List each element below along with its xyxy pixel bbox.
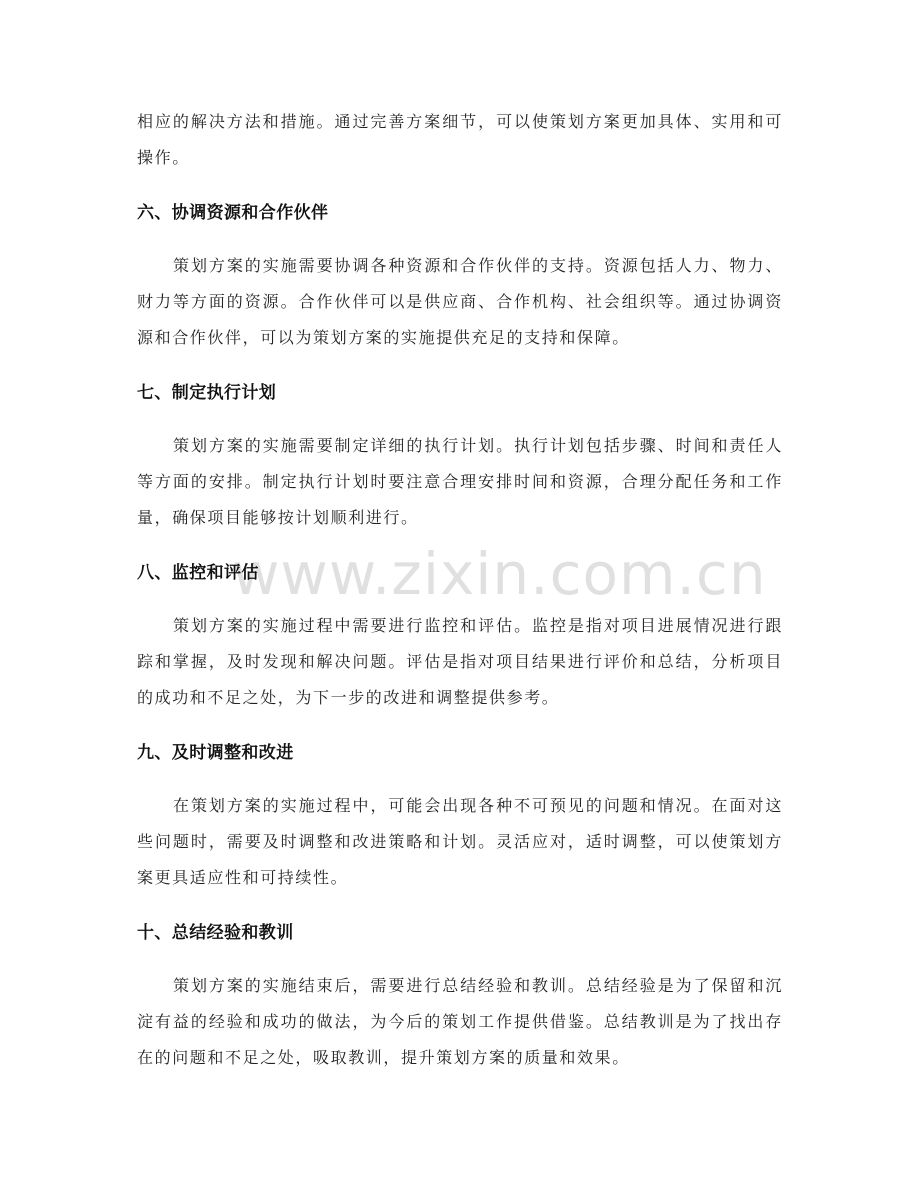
section-body-6: 策划方案的实施需要协调各种资源和合作伙伴的支持。资源包括人力、物力、财力等方面的资源。合作伙伴可以是供应商、合作机构、社会组织等。通过协调资源和合作伙伴，可以为策划方案的实施提供充足的支持和保障。 [137, 256, 783, 347]
section-body-8: 策划方案的实施过程中需要进行监控和评估。监控是指对项目进展情况进行跟踪和掌握，及时发现和解决问题。评估是指对项目结果进行评价和总结，分析项目的成功和不足之处，为下一步的改进和调整提供参考。 [137, 616, 783, 707]
section-heading-10: 十、总结经验和教训 [137, 923, 294, 943]
intro-paragraph: 相应的解决方法和措施。通过完善方案细节，可以使策划方案更加具体、实用和可操作。 [137, 112, 783, 167]
section-heading-9: 九、及时调整和改进 [137, 743, 294, 763]
section-heading-8: 八、监控和评估 [137, 563, 259, 583]
document-content [137, 104, 783, 1076]
section-body-7: 策划方案的实施需要制定详细的执行计划。执行计划包括步骤、时间和责任人等方面的安排。制定执行计划时要注意合理安排时间和资源，合理分配任务和工作量，确保项目能够按计划顺利进行。 [137, 436, 783, 527]
section-body-10: 策划方案的实施结束后，需要进行总结经验和教训。总结经验是为了保留和沉淀有益的经验和成功的做法，为今后的策划工作提供借鉴。总结教训是为了找出存在的问题和不足之处，吸取教训，提升策划方案的质量和效果。 [137, 976, 783, 1067]
watermark: www.zixin.com.cn [232, 540, 767, 608]
section-heading-7: 七、制定执行计划 [137, 383, 277, 403]
section-heading-6: 六、协调资源和合作伙伴 [137, 203, 329, 223]
section-body-9: 在策划方案的实施过程中，可能会出现各种不可预见的问题和情况。在面对这些问题时，需要及时调整和改进策略和计划。灵活应对，适时调整，可以使策划方案更具适应性和可持续性。 [137, 796, 783, 887]
